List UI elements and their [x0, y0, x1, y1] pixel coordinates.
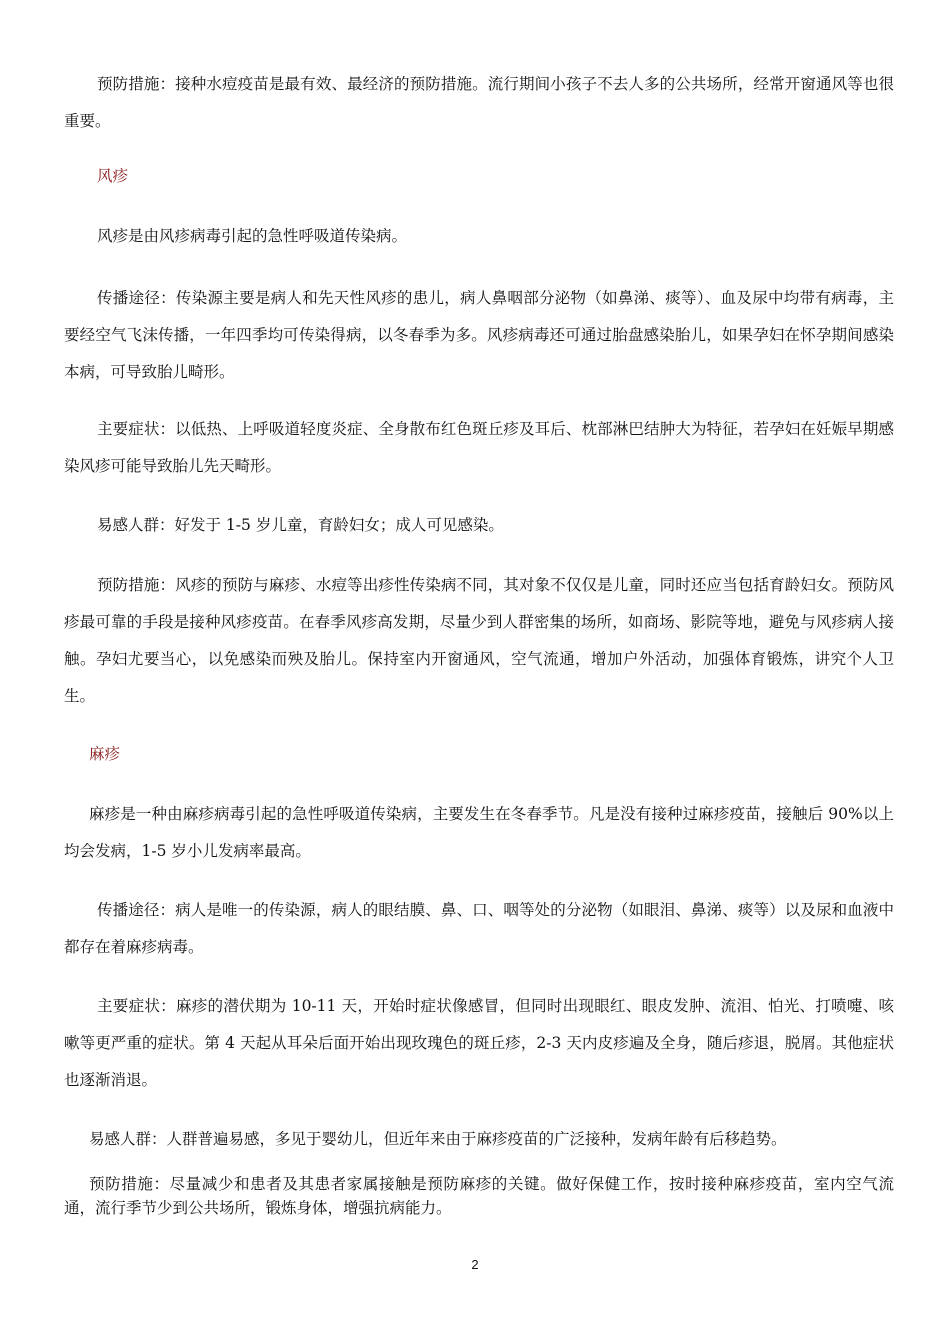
- measles-susceptible-paragraph: 易感人群：人群普遍易感，多见于婴幼儿，但近年来由于麻疹疫苗的广泛接种，发病年龄有后移趋势。: [89, 1130, 787, 1148]
- rubella-intro-paragraph: 风疹是由风疹病毒引起的急性呼吸道传染病。: [97, 227, 408, 245]
- varicella-prevention-paragraph: 预防措施：接种水痘疫苗是最有效、最经济的预防措施。流行期间小孩子不去人多的公共场所，经常开窗通风等也很重要。: [64, 75, 894, 130]
- measles-symptoms-paragraph: 主要症状：麻疹的潜伏期为 10-11 天，开始时症状像感冒，但同时出现眼红、眼皮发肿、流泪、怕光、打喷嚏、咳嗽等更严重的症状。第 4 天起从耳朵后面开始出现玫瑰色的斑丘疹，2-3 天内皮疹遍及全身，随后疹退，脱屑。其他症状也逐渐消退。: [64, 997, 894, 1089]
- rubella-symptoms-paragraph: 主要症状：以低热、上呼吸道轻度炎症、全身散布红色斑丘疹及耳后、枕部淋巴结肿大为特征，若孕妇在妊娠早期感染风疹可能导致胎儿先天畸形。: [64, 420, 894, 475]
- measles-intro-paragraph: 麻疹是一种由麻疹病毒引起的急性呼吸道传染病，主要发生在冬春季节。凡是没有接种过麻疹疫苗，接触后 90%以上均会发病，1-5 岁小儿发病率最高。: [64, 805, 894, 860]
- measles-heading: 麻疹: [89, 745, 121, 763]
- rubella-transmission-paragraph: 传播途径：传染源主要是病人和先天性风疹的患儿，病人鼻咽部分泌物（如鼻涕、痰等）、血及尿中均带有病毒，主要经空气飞沫传播，一年四季均可传染得病，以冬春季为多。风疹病毒还可通过胎盘感染胎儿，如果孕妇在怀孕期间感染本病，可导致胎儿畸形。: [64, 289, 894, 381]
- rubella-prevention-paragraph: 预防措施：风疹的预防与麻疹、水痘等出疹性传染病不同，其对象不仅仅是儿童，同时还应当包括育龄妇女。预防风疹最可靠的手段是接种风疹疫苗。在春季风疹高发期，尽量少到人群密集的场所，如商场、影院等地，避免与风疹病人接触。孕妇尤要当心，以免感染而殃及胎儿。保持室内开窗通风，空气流通，增加户外活动，加强体育锻炼，讲究个人卫生。: [64, 576, 894, 705]
- measles-prevention-paragraph: 预防措施：尽量减少和患者及其患者家属接触是预防麻疹的关键。做好保健工作，按时接种麻疹疫苗，室内空气流通，流行季节少到公共场所，锻炼身体，增强抗病能力。: [64, 1175, 894, 1217]
- rubella-susceptible-paragraph: 易感人群：好发于 1-5 岁儿童，育龄妇女；成人可见感染。: [97, 516, 504, 534]
- rubella-heading: 风疹: [97, 167, 129, 185]
- measles-transmission-paragraph: 传播途径：病人是唯一的传染源，病人的眼结膜、鼻、口、咽等处的分泌物（如眼泪、鼻涕、痰等）以及尿和血液中都存在着麻疹病毒。: [64, 901, 894, 956]
- page-number: 2: [471, 1257, 479, 1272]
